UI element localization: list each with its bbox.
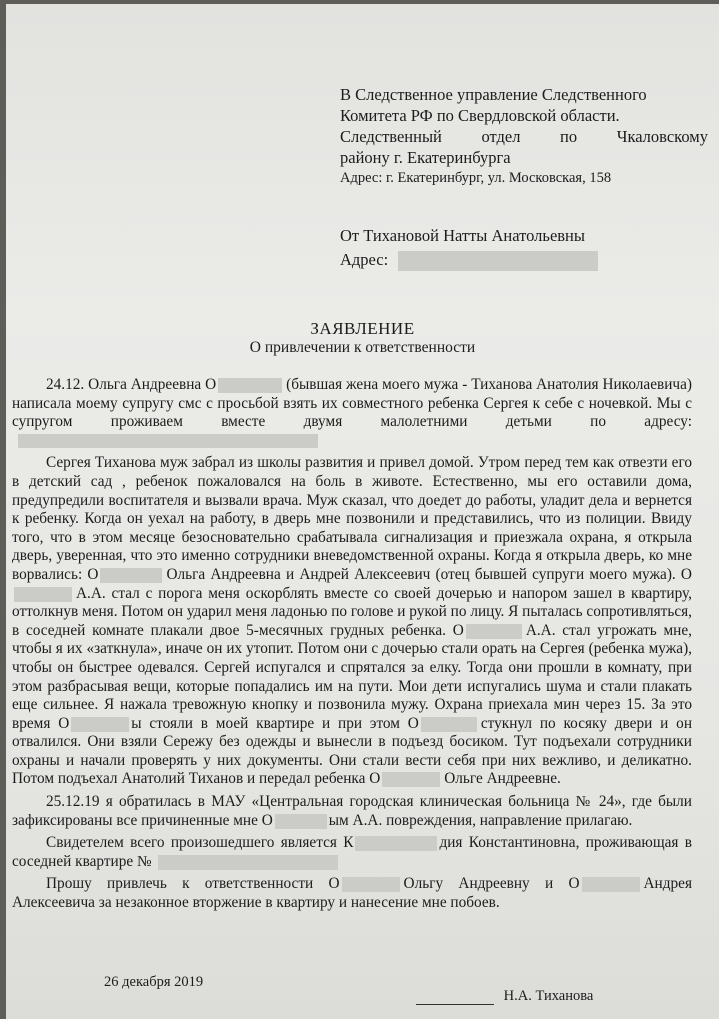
paragraph-2 [12, 454, 692, 789]
sender-block [340, 224, 708, 272]
redaction-box [100, 568, 162, 583]
redaction-box [275, 814, 327, 829]
document-sheet [6, 4, 719, 1019]
paragraph-3 [12, 793, 692, 830]
redaction-box [342, 877, 400, 892]
redaction-box [382, 772, 440, 787]
redaction-box [421, 717, 477, 732]
document-date: 26 декабря 2019 [104, 974, 204, 990]
redaction-box [582, 877, 640, 892]
sender-address-label: Адрес: [340, 250, 389, 269]
sender-address-row [340, 248, 708, 272]
paragraph-text: ы стояли в моей квартире и при этом О [131, 714, 419, 732]
paragraph-text: А.А. стал угрожать мне, чтобы я их «заткнула», иначе он их утопит. Потом они с дочерью стали орать на Сергея (ребенка мужа), чтобы он быстрее одевался. Сергей испугался и спрятался за елку. Тогда они прошли в комнату, при этом разбрасывая вещи, которые попадались им на пути. Мои дети испугались шума и стали плакать еще сильнее. Я нажала тревожную кнопку и позвонила мужу. Охрана приехала мин через 15. За это время О [12, 621, 692, 732]
paragraph-5 [12, 875, 692, 912]
redaction-box [71, 717, 129, 732]
addressee-address: Адрес: г. Екатеринбург, ул. Московская, 158 [340, 170, 612, 186]
paragraph-text: дия Константиновна, проживающая в соседней квартире № [12, 834, 692, 870]
paragraph-text: Ольгу Андреевну и О [403, 875, 580, 893]
redaction-box [466, 624, 522, 639]
paragraph-1 [12, 376, 692, 450]
paragraph-text: Прошу привлечь к ответственности О [46, 875, 340, 893]
redaction-box [398, 251, 598, 271]
redaction-box [14, 587, 72, 602]
paragraph-text: Ольге Андреевне. [444, 770, 561, 788]
signature-line [416, 1004, 494, 1005]
paragraph-text: Сергея Тиханова муж забрал из школы развития и привел домой. Утром перед тем как отвезти его в детский сад , ребенок пожаловался на боль в животе. Естественно, мы его оставили дома, предупредили воспитателя и вызвали врача. Муж сказал, что доедет до работы, уладит дела и вернется к ребенку. Когда он уехал на работу, в дверь мне позвонили и представились, что из полиции. Ввиду того, что в этом месяце безосновательно срабатывала сигнализация и приезжала охрана, я открыла дверь, уверенная, что это именно сотрудники вневедомственной охраны. Когда я открыла дверь, ко мне ворвались: О [12, 454, 692, 583]
redaction-box [18, 434, 318, 448]
signature-block [416, 988, 593, 1005]
addressee-line-3: Следственный отдел по Чкаловскому [340, 127, 708, 146]
paragraph-text: ым А.А. повреждения, направление прилагаю. [328, 811, 633, 829]
paragraph-text: 24.12. Ольга Андреевна О [46, 376, 217, 393]
redaction-box [218, 378, 282, 393]
paragraph-text: Свидетелем всего произошедшего является К [46, 834, 354, 852]
sender-name: От Тихановой Натты Анатольевны [340, 226, 585, 245]
document-subtitle: О привлечении к ответственности [249, 339, 476, 356]
paragraph-4 [12, 834, 692, 871]
paragraph-text: (бывшая жена моего мужа - Тиханова Анатолия Николаевича) написала моему супругу смс с просьбой взять их совместного ребенка Сергея к себе с ночевкой. Мы с супругом проживаем вместе двумя малолетними детьми по адресу: [12, 376, 692, 431]
addressee-line-2: Комитета РФ по Свердловской области. [340, 106, 620, 125]
addressee-line-4: району г. Екатеринбурга [340, 148, 511, 167]
document-body [12, 376, 692, 917]
paragraph-text: А.А. стал с порога меня оскорблять вместе со своей дочерью и напором зашел в квартиру, оттолкнув меня. Потом он ударил меня ладонью по голове и рукой по лицу. Я пыталась сопротивляться, в соседней комнате плакали двое 5-месячных грудных ребенка. О [12, 584, 692, 639]
paragraph-text: Ольга Андреевна и Андрей Алексеевич (отец бывшей супруги моего мужа). О [166, 565, 692, 583]
redaction-box [355, 836, 437, 851]
paragraph-text: 25.12.19 я обратилась в МАУ «Центральная городская клиническая больница № 24», где были зафиксированы все причиненные мне О [12, 793, 692, 829]
addressee-block [340, 84, 708, 189]
paragraph-text: стукнул по косяку двери и он отвалился. Они взяли Сережу без одежды и вынесли в подъезд босиком. Тут подъехали сотрудники охраны и начали проверять у них документы. Они стали вести себя при них вежливо, и деликатно. Потом подъехал Анатолий Тиханов и передал ребенка О [12, 714, 692, 788]
addressee-line-1: В Следственное управление Следственного [340, 85, 647, 104]
paragraph-text: Андрея Алексеевича за незаконное вторжение в квартиру и нанесение мне побоев. [12, 875, 692, 912]
document-title: ЗАЯВЛЕНИЕ [310, 319, 415, 338]
signature-name: Н.А. Тиханова [503, 988, 594, 1004]
redaction-box [158, 855, 338, 870]
